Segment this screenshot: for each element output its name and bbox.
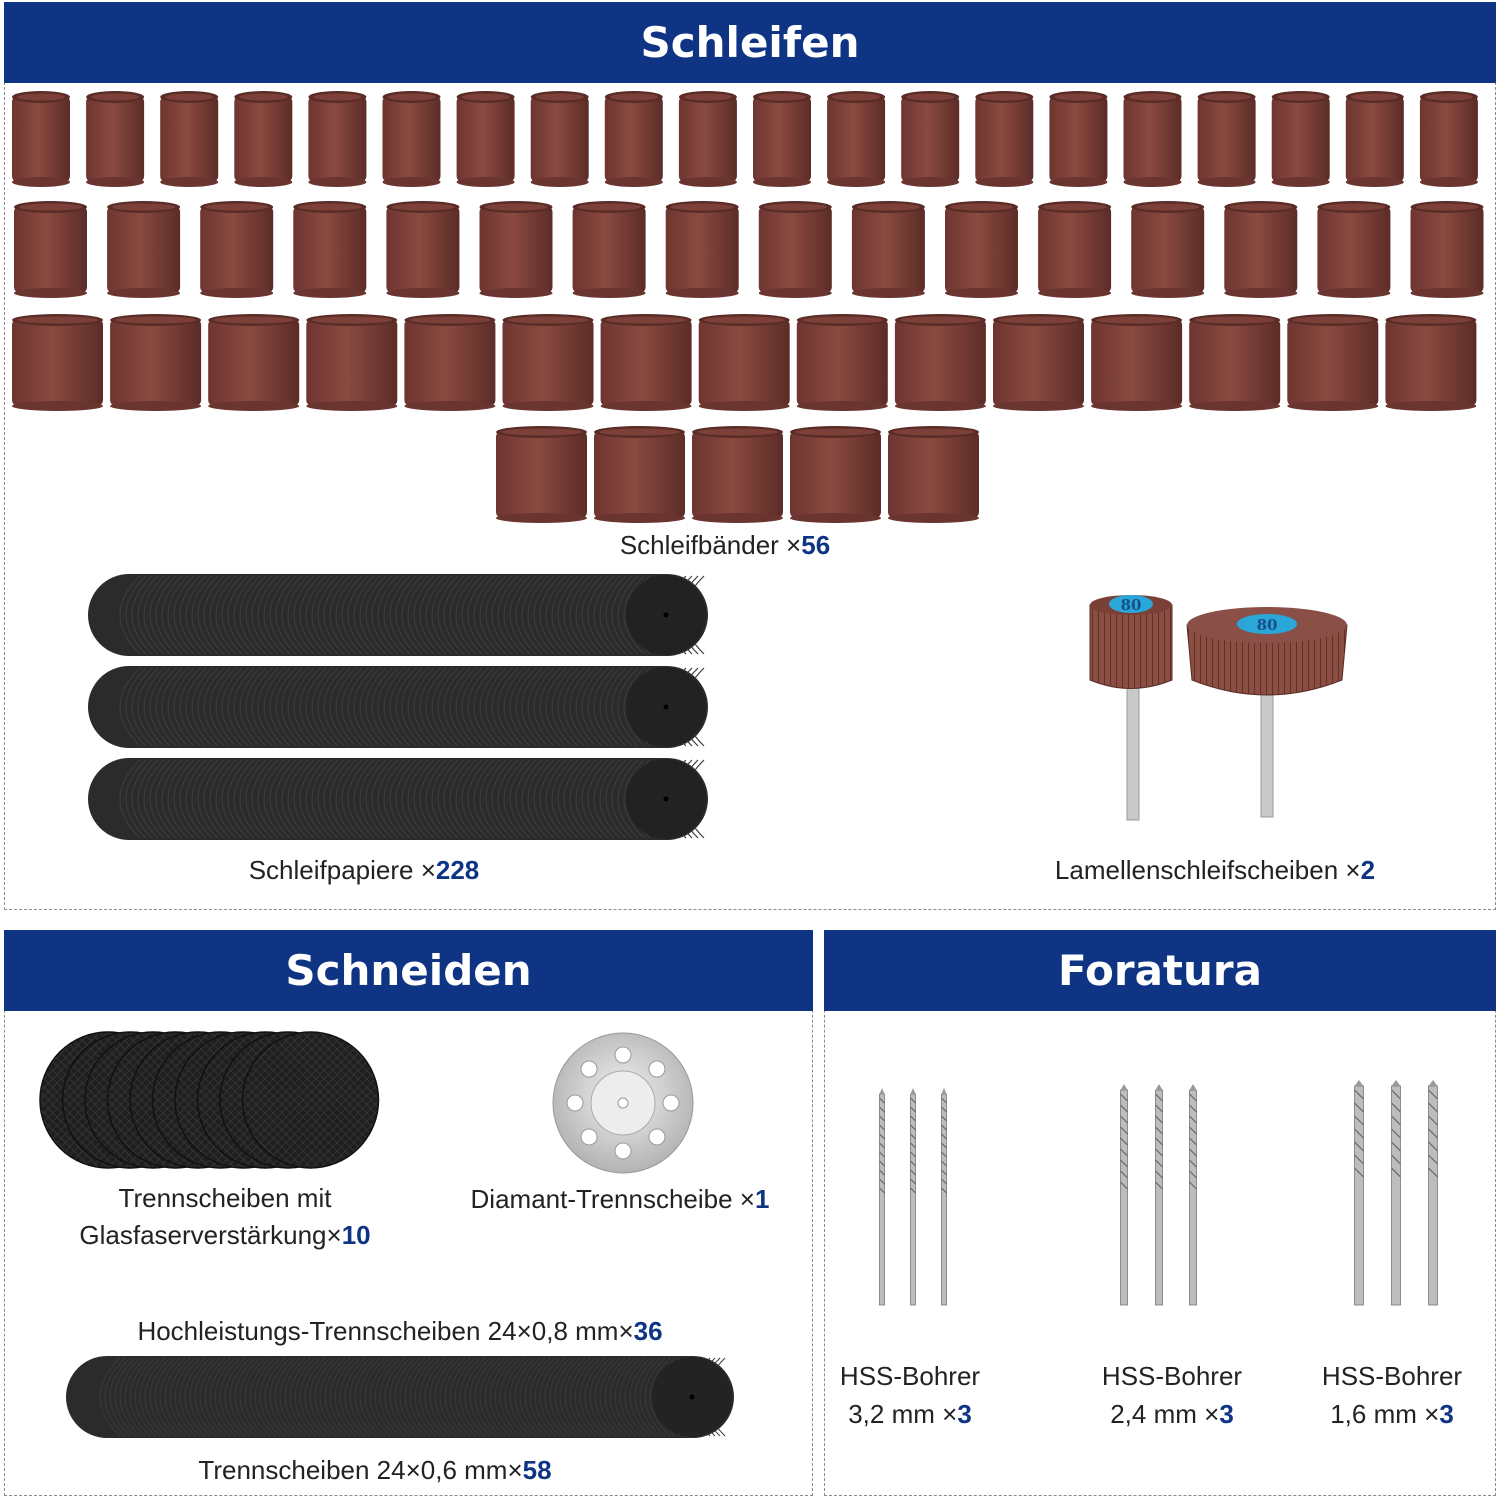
sanding-band bbox=[200, 201, 273, 298]
drill-count-1: 3 bbox=[957, 1399, 972, 1429]
sanding-band bbox=[901, 91, 959, 187]
sanding-band bbox=[306, 314, 397, 411]
glasfaser-label-line2: Glasfaserverstärkung× bbox=[79, 1220, 342, 1250]
sanding-bands-image bbox=[0, 0, 1500, 530]
sanding-band bbox=[86, 91, 144, 187]
sanding-band bbox=[457, 91, 515, 187]
paper-stack bbox=[88, 758, 708, 840]
sanding-band bbox=[605, 91, 663, 187]
drill-count-3: 3 bbox=[1439, 1399, 1454, 1429]
diamant-label: Diamant-Trennscheibe × bbox=[470, 1184, 755, 1214]
sanding-band bbox=[293, 201, 366, 298]
drill-caption-2 bbox=[1082, 1357, 1262, 1433]
hss-drill bbox=[942, 1088, 947, 1305]
sanding-band bbox=[1198, 91, 1256, 187]
drill-caption-1 bbox=[820, 1357, 1000, 1433]
fiberglass-discs-image bbox=[40, 1028, 400, 1173]
diamant-caption bbox=[440, 1180, 800, 1218]
hochleistung-label: Hochleistungs-Trennscheiben 24×0,8 mm× bbox=[137, 1316, 634, 1346]
sanding-band bbox=[975, 91, 1033, 187]
grit-label-large: 80 bbox=[1256, 616, 1278, 634]
sanding-band bbox=[1049, 91, 1107, 187]
schleifpapiere-label: Schleifpapiere × bbox=[248, 855, 436, 885]
drill-caption-3 bbox=[1302, 1357, 1482, 1433]
drill-size-3: 1,6 mm × bbox=[1330, 1399, 1440, 1429]
sanding-band bbox=[666, 201, 739, 298]
sanding-band bbox=[1038, 201, 1111, 298]
paper-stack bbox=[88, 666, 708, 748]
drill-size-1: 3,2 mm × bbox=[848, 1399, 958, 1429]
sanding-band bbox=[12, 91, 70, 187]
hss-drills-image bbox=[824, 1080, 1496, 1315]
sanding-band bbox=[308, 91, 366, 187]
hss-drill bbox=[1156, 1084, 1163, 1305]
sanding-band bbox=[573, 201, 646, 298]
sanding-band bbox=[1189, 314, 1280, 411]
trenn06-caption bbox=[150, 1451, 600, 1489]
sanding-band bbox=[692, 426, 783, 523]
drill-size-2: 2,4 mm × bbox=[1110, 1399, 1220, 1429]
glasfaser-label-line1: Trennscheiben mit bbox=[118, 1183, 332, 1213]
lamellen-count: 2 bbox=[1360, 855, 1376, 885]
diamant-count: 1 bbox=[754, 1184, 770, 1214]
sanding-band bbox=[1420, 91, 1478, 187]
hss-drill bbox=[1121, 1084, 1128, 1305]
paper-stack bbox=[88, 574, 708, 656]
sanding-band bbox=[1124, 91, 1182, 187]
sanding-band bbox=[12, 314, 103, 411]
sanding-band bbox=[107, 201, 180, 298]
schleifen-header: Schleifen bbox=[4, 2, 1496, 83]
sanding-band bbox=[1131, 201, 1204, 298]
thin-disc-stack bbox=[66, 1356, 734, 1438]
sanding-band bbox=[160, 91, 218, 187]
glasfaser-count: 10 bbox=[341, 1220, 371, 1250]
sanding-band bbox=[386, 201, 459, 298]
sanding-band bbox=[895, 314, 986, 411]
grit-label-small: 80 bbox=[1120, 596, 1142, 614]
drill-name-3: HSS-Bohrer bbox=[1321, 1361, 1463, 1391]
hochleistung-caption bbox=[100, 1312, 700, 1350]
sanding-band bbox=[503, 314, 594, 411]
hss-drill bbox=[1355, 1080, 1364, 1305]
sanding-band bbox=[383, 91, 441, 187]
lamellen-caption bbox=[1020, 851, 1410, 889]
sanding-band bbox=[759, 201, 832, 298]
sanding-band bbox=[993, 314, 1084, 411]
sanding-band bbox=[1287, 314, 1378, 411]
sanding-band bbox=[110, 314, 201, 411]
sanding-band bbox=[753, 91, 811, 187]
sanding-band bbox=[480, 201, 553, 298]
sanding-band bbox=[797, 314, 888, 411]
schneiden-header: Schneiden bbox=[4, 930, 813, 1011]
foratura-header: Foratura bbox=[824, 930, 1496, 1011]
schleifbaender-label: Schleifbänder × bbox=[619, 530, 802, 560]
schleifpapiere-caption bbox=[204, 851, 524, 889]
hss-drill bbox=[1392, 1080, 1401, 1305]
sanding-band bbox=[888, 426, 979, 523]
diamond-disc-image bbox=[550, 1030, 696, 1176]
hss-drill bbox=[911, 1088, 916, 1305]
sanding-band bbox=[1224, 201, 1297, 298]
sanding-band bbox=[1346, 91, 1404, 187]
sanding-band bbox=[699, 314, 790, 411]
sanding-band bbox=[496, 426, 587, 523]
sanding-band bbox=[790, 426, 881, 523]
sanding-band bbox=[1091, 314, 1182, 411]
drill-name-2: HSS-Bohrer bbox=[1101, 1361, 1243, 1391]
trenn06-label: Trennscheiben 24×0,6 mm× bbox=[198, 1455, 523, 1485]
sanding-paper-stacks-image bbox=[80, 570, 720, 845]
thin-discs-stack-image bbox=[60, 1352, 740, 1444]
drill-name-1: HSS-Bohrer bbox=[839, 1361, 981, 1391]
hss-drill bbox=[1429, 1080, 1438, 1305]
hss-drill bbox=[880, 1088, 885, 1305]
schleifpapiere-count: 228 bbox=[435, 855, 480, 885]
glasfaser-caption bbox=[60, 1180, 390, 1254]
sanding-band bbox=[679, 91, 737, 187]
sanding-band bbox=[1385, 314, 1476, 411]
lamellen-label: Lamellenschleifscheiben × bbox=[1054, 855, 1361, 885]
sanding-band bbox=[1317, 201, 1390, 298]
fiberglass-disc bbox=[243, 1032, 379, 1168]
hss-drill bbox=[1190, 1084, 1197, 1305]
trenn06-count: 58 bbox=[522, 1455, 552, 1485]
sanding-band bbox=[234, 91, 292, 187]
sanding-band bbox=[1411, 201, 1484, 298]
sanding-band bbox=[208, 314, 299, 411]
hochleistung-count: 36 bbox=[633, 1316, 663, 1346]
schleifbaender-count: 56 bbox=[801, 530, 831, 560]
drill-count-2: 3 bbox=[1219, 1399, 1234, 1429]
sanding-band bbox=[594, 426, 685, 523]
sanding-band bbox=[14, 201, 87, 298]
sanding-band bbox=[1272, 91, 1330, 187]
sanding-band bbox=[601, 314, 692, 411]
sanding-band bbox=[945, 201, 1018, 298]
schleifbaender-caption bbox=[560, 526, 890, 564]
flap-wheels-image bbox=[1080, 585, 1360, 830]
sanding-band bbox=[827, 91, 885, 187]
sanding-band bbox=[404, 314, 495, 411]
sanding-band bbox=[852, 201, 925, 298]
sanding-band bbox=[531, 91, 589, 187]
